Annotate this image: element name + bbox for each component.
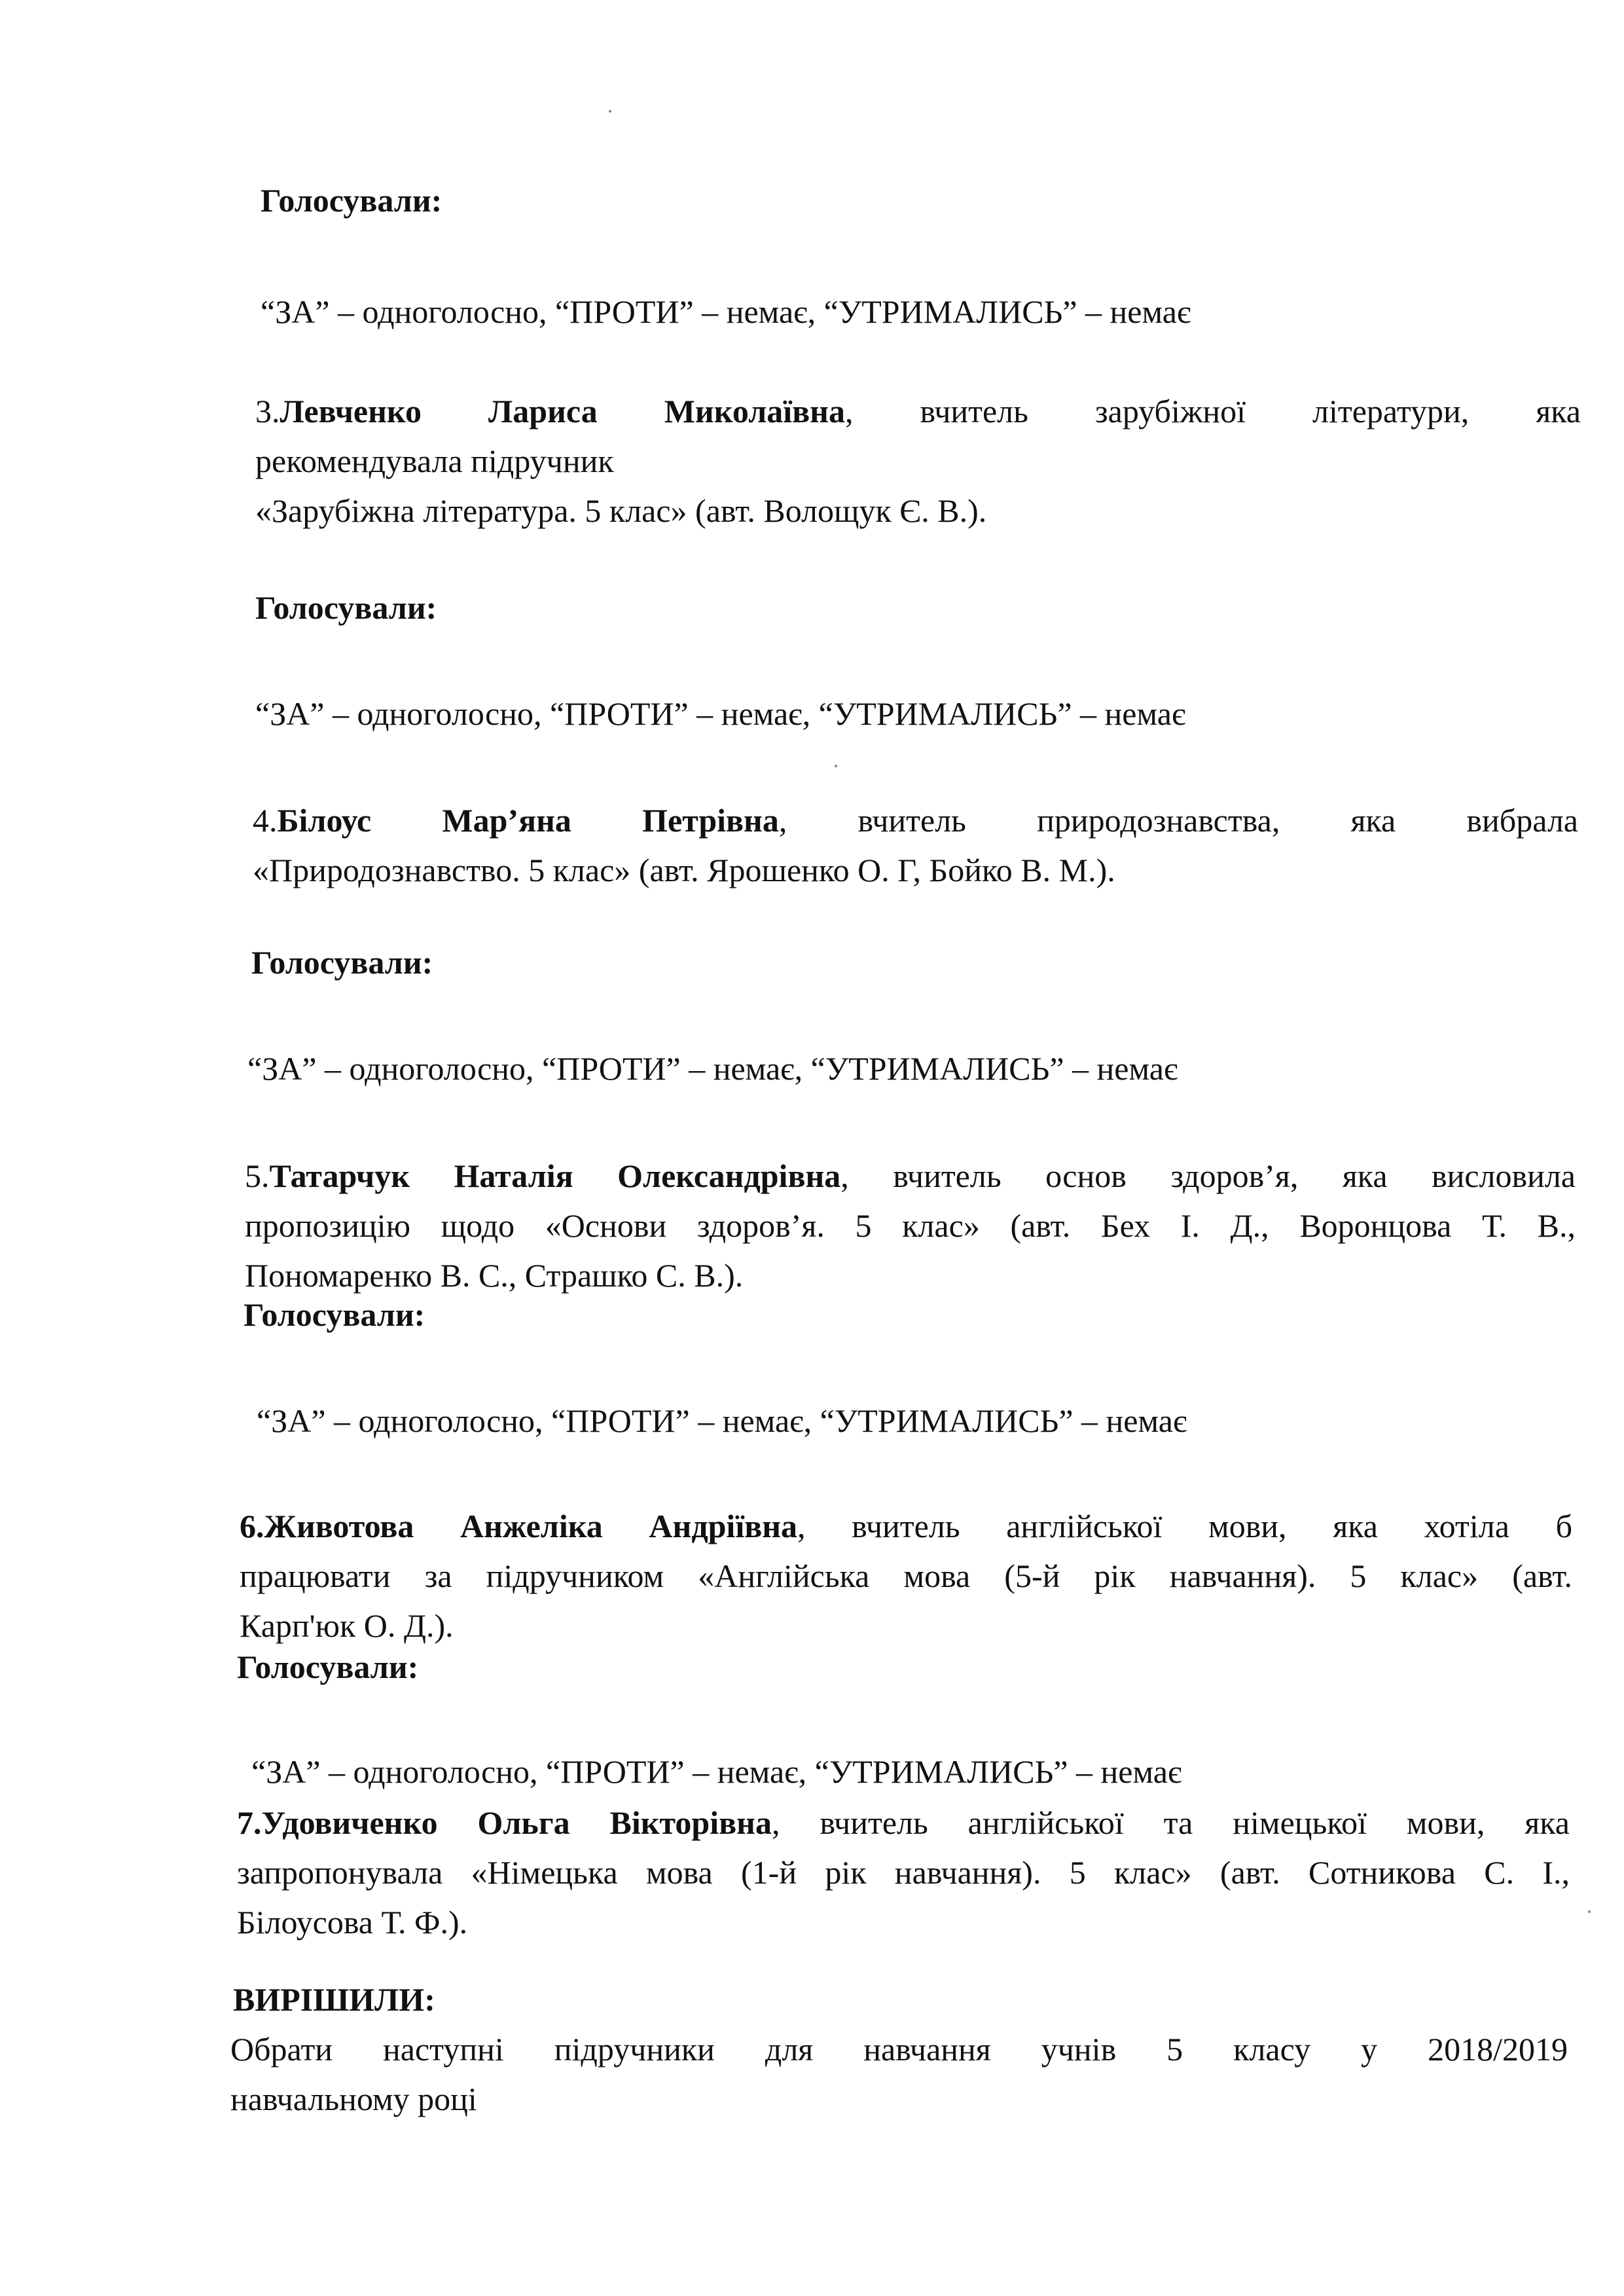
item-line3: Карп'юк О. Д.). (240, 1607, 454, 1644)
list-item (245, 1151, 1576, 1300)
teacher-name: Білоус Мар’яна Петрівна (277, 802, 779, 839)
teacher-name: Удовиченко Ольга Вікторівна (261, 1804, 772, 1841)
item-line2: працювати за підручником «Англійська мова (5-й рік навчання). 5 клас» (авт. (240, 1558, 1572, 1594)
vote-result: “ЗА” – одноголосно, “ПРОТИ” – немає, “УТРИМАЛИСЬ” – немає (247, 1050, 1178, 1087)
teacher-name: Татарчук Наталія Олександрівна (269, 1157, 841, 1194)
item-line3: «Зарубіжна література. 5 клас» (авт. Волощук Є. В.). (255, 492, 987, 529)
voted-heading: Голосували: (237, 1649, 419, 1685)
decision-line1: Обрати наступні підручники для навчання учнів 5 класу у 2018/2019 (230, 2031, 1568, 2068)
item-number: 6. (240, 1508, 264, 1544)
item-line2: рекомендувала підручник (255, 443, 614, 479)
decision-text (230, 2024, 1568, 2124)
scan-speck (835, 765, 837, 767)
vote-result: “ЗА” – одноголосно, “ПРОТИ” – немає, “УТРИМАЛИСЬ” – немає (261, 293, 1191, 330)
item-number: 3. (255, 393, 280, 429)
item-line2: «Природознавство. 5 клас» (авт. Ярошенко О. Г, Бойко В. М.). (253, 852, 1115, 888)
vote-result: “ЗА” – одноголосно, “ПРОТИ” – немає, “УТРИМАЛИСЬ” – немає (257, 1402, 1187, 1439)
decision-heading: ВИРІШИЛИ: (233, 1981, 435, 2018)
item-line2: запропонувала «Німецька мова (1-й рік навчання). 5 клас» (авт. Сотникова С. І., (237, 1854, 1570, 1891)
scan-speck (1588, 1910, 1591, 1913)
item-line3: Білоусова Т. Ф.). (237, 1904, 468, 1941)
item-line1-rest: , вчитель природознавства, яка вибрала (778, 802, 1578, 839)
item-line1-rest: , вчитель основ здоров’я, яка висловила (840, 1157, 1576, 1194)
list-item (237, 1798, 1570, 1947)
list-item (253, 795, 1578, 895)
item-line1-rest: , вчитель англійської та німецької мови, яка (771, 1804, 1570, 1841)
item-line3: Пономаренко В. С., Страшко С. В.). (245, 1257, 744, 1294)
voted-heading: Голосували: (244, 1296, 425, 1333)
voted-heading: Голосували: (261, 182, 442, 219)
vote-result: “ЗА” – одноголосно, “ПРОТИ” – немає, “УТРИМАЛИСЬ” – немає (255, 695, 1186, 732)
item-line1-rest: , вчитель англійської мови, яка хотіла б (797, 1508, 1573, 1544)
list-item (240, 1501, 1572, 1650)
item-number: 4. (253, 802, 278, 839)
voted-heading: Голосували: (251, 944, 433, 981)
voted-heading: Голосували: (255, 589, 437, 626)
vote-result: “ЗА” – одноголосно, “ПРОТИ” – немає, “УТРИМАЛИСЬ” – немає (251, 1753, 1182, 1790)
item-line1-rest: , вчитель зарубіжної літератури, яка (844, 393, 1581, 429)
teacher-name: Животова Анжеліка Андріївна (264, 1508, 798, 1544)
item-number: 5. (245, 1157, 270, 1194)
decision-line2: навчальному році (230, 2081, 477, 2117)
list-item (255, 386, 1581, 536)
scan-speck (609, 110, 611, 113)
item-number: 7. (237, 1804, 262, 1841)
teacher-name: Левченко Лариса Миколаївна (280, 393, 845, 429)
item-line2: пропозицію щодо «Основи здоров’я. 5 клас» (авт. Бех І. Д., Воронцова Т. В., (245, 1207, 1576, 1244)
